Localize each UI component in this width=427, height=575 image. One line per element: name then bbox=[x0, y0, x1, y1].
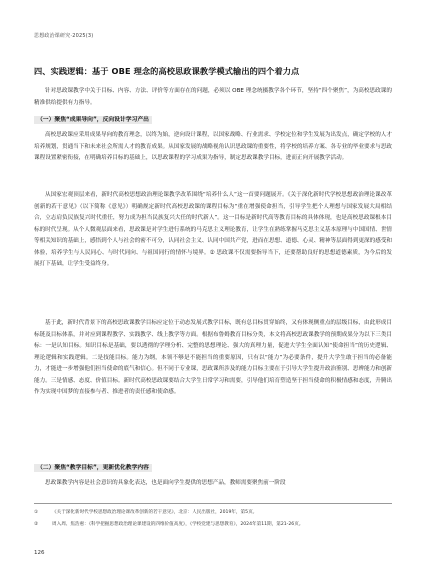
subhead-1-label: （一）聚焦“成果导向”，反向设计学习产出 bbox=[34, 116, 152, 124]
footnote-separator bbox=[34, 503, 392, 504]
footnote-2-mark: ② bbox=[34, 522, 39, 527]
paragraph-intro: 针对思政课教学中关于目标、内容、方法、评价等方面存在的问题，必须以 OBE 理念统摄教学各个环节，坚持“四个聚焦”，为高校思政课的精准供给提供有力指导。 bbox=[34, 88, 392, 106]
subhead-2-label: （二）聚焦“教学目标”，更新优化教学内容 bbox=[34, 464, 152, 472]
paragraph-4: 思政课教学内容是社会意识的具象化表达，也是面向学生提供的思想产品，教师需要聚焦前一阶段 bbox=[45, 480, 286, 486]
subhead-1 bbox=[34, 114, 392, 126]
footnote-1-text: 《关于深化新时代学校思想政治理论课改革创新的若干意见》，北京：人民出版社，2019年，第5页。 bbox=[52, 510, 258, 515]
paragraph-2: 从国家宏观顶层来看，新时代高校思想政治理论课教学改革围绕“培养什么人”这一首要问题展开。《关于深化新时代学校思想政治理论课改革创新的若干意见》（以下简称《意见》）明确规定新时代高校思政课的课程目标为“重在增强使命担当，引导学生把个人理想与国家发展大局相结合，立志肩负民族复兴时代重任，努力成为担当民族复兴大任的时代新人”。这一目标是新时代高等教育目标的具体体现，也是高校思政课根本目标的时代呈现。从个人微观层面来看，思政课是对学生进行系统的马克思主义理论教育，让学生在熟练掌握马克思主义基本原理与中国国情、世情等相关知识的基础上，感悟到个人与社会的密不可分，认同社会主义、认同中国共产党，进而在思想、道德、心灵、精神等层面得到更深的感受和体验，培养学生与人民同心、与时代同向、与祖国同行的情怀与境界。② 思政课不仅需要指导当下，还要帮助良好的思想道德素质，为今后的发展打下基础，让学生受益终身。 bbox=[34, 192, 393, 267]
section-title: 四、实践逻辑：基于 OBE 理念的高校思政课教学模式输出的四个着力点 bbox=[34, 66, 300, 76]
footnote-2-text: 周入周、焦浩惠：《科学把握思想政治理论课建设的四维价值高度》，《学校党建与思想教育》，2024年第11期，第21-26页。 bbox=[52, 522, 304, 527]
paragraph-1: 高校思政课应采用成果导向的教育理念，以终为始，逆向设计课程，以国家战略、行业需求、学校定位和学生发展为出发点，确定学校的人才培养规划，贯通当下和未来社会所需人才的教育成果。从国家发展的战略视角认识思政课的重要性，将学校的培养方案、各专业的毕业要求与思政课程设置紧密衔接，在明确培养目标的基础上，以思政课程的学习成果为指导，制定思政课教学目标，进而正向开展教学活动。 bbox=[34, 132, 393, 161]
journal-header: 思想政治课研究·2025(3) bbox=[34, 33, 94, 39]
subhead-2 bbox=[34, 462, 392, 474]
footnote-2 bbox=[34, 521, 392, 529]
page-number: 126 bbox=[34, 550, 45, 556]
footnote-1 bbox=[34, 509, 392, 517]
footnote-1-mark: ① bbox=[34, 510, 39, 515]
paragraph-3: 基于此，新时代背景下的高校思政课教学目标应定位于动态发展式教学目标，既有总目标贯穿始终，又有体现侧重点的层级目标，由此形成目标链及目标体系，并对应到课程教学、实践教学、线上教学等方面。根据布鲁姆教育目标分类，本文将高校思政课教学的预期成果分为以下三类目标：一是认知目标。知识目标是基础，要以透彻的学理分析、完整的思想理论、强大的真理力量，促进大学生全面认知“使命担当”的历史逻辑、理论逻辑和实践逻辑。二是技能目标。能力为纲，本领不够是不能担当的重要原因，只有以“能力”为必要条件，提升大学生敢于担当的必备能力，才能进一步增强他们担当使命的底气和信心。但不同于专业课，思政课所涉及的能力目标主要在于引导大学生提升政治鉴别、思辨能力和创新能力。三是情感、态度、价值目标。新时代高校思政课要结合大学生日常学习和需要，引导他们培育塑造坚于担当使命的积极情感和态度，升腾出作为实现中国梦的直接参与者、推进者的责任感和使命感。 bbox=[34, 320, 393, 395]
